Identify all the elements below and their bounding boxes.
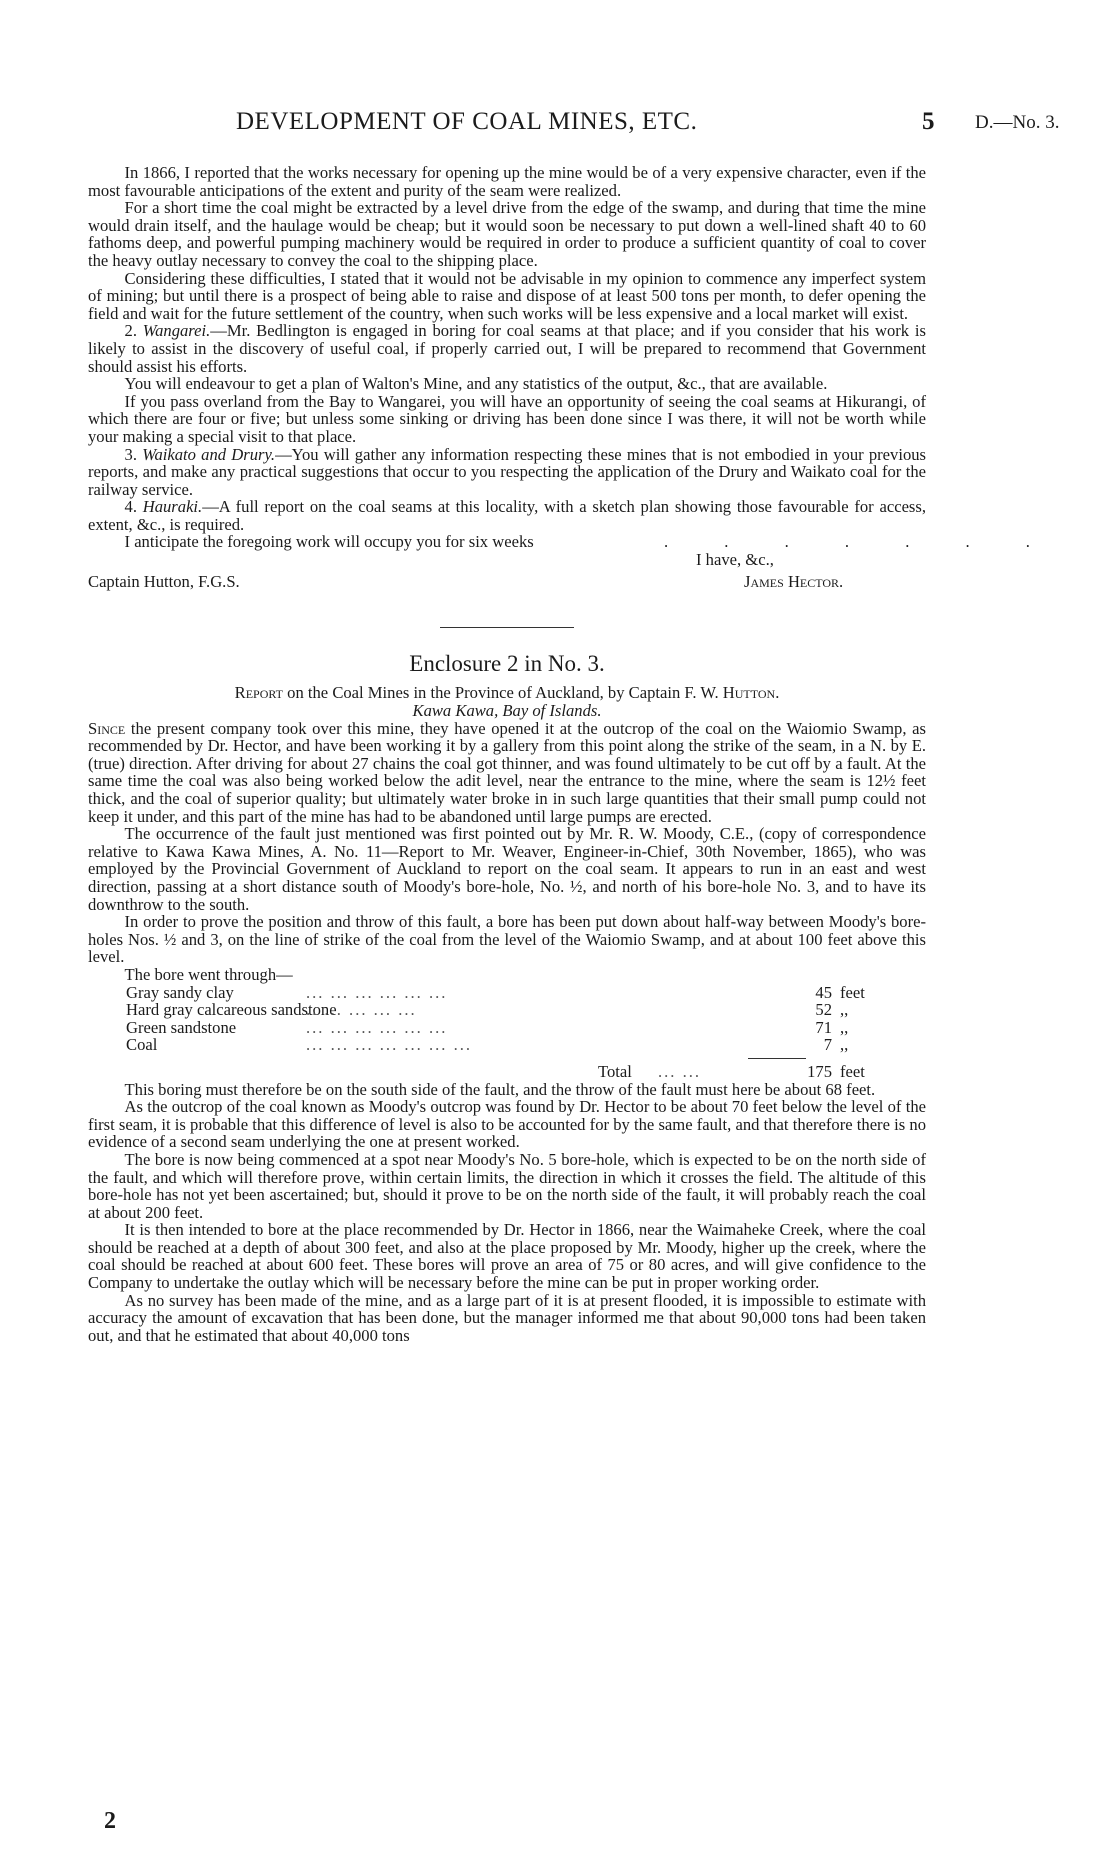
strata-row	[126, 1019, 886, 1037]
item-number: 2.	[124, 321, 137, 341]
letter-signature-block	[88, 532, 1056, 609]
enclosure-opening-paragraph	[88, 720, 926, 826]
leader-dots: ... ... ... ... ... ... ...	[306, 1035, 473, 1055]
report-word: Report	[234, 683, 283, 703]
leader-dots: ... ... ... ... ... ...	[306, 1017, 448, 1037]
salutation: I have, &c.,	[696, 550, 774, 570]
enclosure-paragraph-fault: The occurrence of the fault just mentioned was first pointed out by Mr. R. W. Moody, C.E., (copy of correspondence relative to Kawa Kawa Mines, A. No. 11—Report to Mr. Weaver, Engineer-in-Chief, 30th November, 1865), who was employed by the Provincial Government of Auckland to report on the coal seam. It appears to run in an east and west direction, passing at a short distance south of Moody's bore-hole, No. ½, and north of his bore-hole No. 3, and to have its downthrow to the south.	[88, 824, 926, 914]
strata-value: 45	[815, 982, 832, 1002]
report-title	[88, 684, 926, 702]
strata-value: 71	[815, 1017, 832, 1037]
signer-name: James Hector.	[744, 572, 844, 592]
closing-dots: . . . . . . .	[664, 532, 1056, 552]
enclosure-paragraph-bore: In order to prove the position and throw of this fault, a bore has been put down about half-way between Moody's bore-holes Nos. ½ and 3, on the line of strike of the coal from the level of the Waiomio Swamp, and at about 100 feet above this level.	[88, 912, 926, 967]
item-label: Waikato and Drury.	[142, 444, 276, 464]
enclosure-paragraph-survey: As no survey has been made of the mine, and as a large part of it is at present flooded, it is impossible to estimate with accuracy the amount of excavation that has been done, but the manager informed me that about 90,000 tons had been taken out, and that he estimated that about 40,000 tons	[88, 1290, 926, 1345]
strata-unit: ,,	[840, 1000, 849, 1020]
strata-row	[126, 984, 886, 1002]
enclosure-section	[88, 650, 926, 1344]
leader-dots: .. ... ... ... ...	[306, 1000, 417, 1020]
total-value: 175	[807, 1061, 832, 1081]
item-label: Wangarei.	[142, 321, 211, 341]
total-rule	[748, 1058, 806, 1059]
letter-paragraph-hikurangi: If you pass overland from the Bay to Wangarei, you will have an opportunity of seeing the coal seams at Hikurangi, of which there are four or five; but unless some sinking or driving has been done since I was there, it will not be worth while your making a special visit to that place.	[88, 391, 926, 446]
strata-value: 7	[823, 1035, 832, 1055]
leader-dots: ... ... ... ... ... ...	[306, 982, 448, 1002]
item-text: —You will gather any information respecting these mines that is not embodied in your previous reports, and make any practical suggestions that occur to you respecting the application of the Drury and Waikato coal for the railway service.	[88, 444, 926, 499]
enclosure-paragraph-waimaheke: It is then intended to bore at the place recommended by Dr. Hector in 1866, near the Waimaheke Creek, where the coal should be reached at a depth of about 300 feet, and also at the place proposed by Mr. Moody, higher up the creek, where the coal should be reached at about 600 feet. These bores will prove an area of 75 or 80 acres, and will give confidence to the Company to undertake the outlay which will be necessary before the mine can be put in proper working order.	[88, 1220, 926, 1293]
strata-name: Green sandstone	[126, 1017, 237, 1037]
page-title: DEVELOPMENT OF COAL MINES, ETC.	[236, 108, 698, 135]
section-divider	[440, 627, 574, 628]
enclosure-heading: Enclosure 2 in No. 3.	[409, 651, 605, 677]
opening-word: Since	[88, 718, 126, 738]
letter-section	[88, 163, 1056, 609]
letter-paragraph-2: For a short time the coal might be extracted by a level drive from the edge of the swamp, and during that time the mine would drain itself, and the haulage would be cheap; but it would soon be necessary to put down a well-lined shaft 40 to 60 fathoms deep, and powerful pumping machinery would be required in order to produce a sufficient quantity of coal to cover the heavy outlay necessary to convey the coal to the shipping place.	[88, 198, 926, 270]
item-text: —A full report on the coal seams at this locality, with a sketch plan showing those favourable for access, extent, &c., is required.	[88, 497, 926, 534]
strata-row	[126, 1036, 886, 1054]
enclosure-paragraph-north-side: The bore is now being commenced at a spot near Moody's No. 5 bore-hole, which is expected to be on the north side of the fault, and which will therefore prove, within certain limits, the direction in which it crosses the field. The altitude of this bore-hole has not yet been ascertained; but, should it prove to be on the north side of the fault, it will probably reach the coal at about 200 feet.	[88, 1149, 926, 1222]
report-place: Kawa Kawa, Bay of Islands.	[412, 701, 602, 721]
item-label: Hauraki.	[142, 497, 203, 517]
total-unit: feet	[840, 1061, 865, 1081]
page-body	[88, 163, 1056, 1345]
letter-paragraph-3: Considering these difficulties, I stated that it would not be advisable in my opinion to commence any imperfect system of mining; but until there is a prospect of being able to raise and dispose of at least 500 tons per month, to defer opening the field and wait for the future settlement of the country, when such works will be less expensive and a local market will exist.	[88, 268, 926, 323]
strata-value: 52	[815, 1000, 832, 1020]
addressee: Captain Hutton, F.G.S.	[88, 572, 240, 592]
letter-item-2	[88, 322, 926, 375]
page-number: 5	[922, 108, 935, 135]
strata-total-row	[126, 1063, 926, 1081]
strata-name: Hard gray calcareous sandstone	[126, 1000, 337, 1020]
letter-item-4	[88, 498, 926, 533]
signature-number: 2	[104, 1808, 116, 1834]
document-reference: D.—No. 3.	[975, 112, 1060, 133]
bore-strata-table	[126, 984, 886, 1054]
letter-paragraph-walton: You will endeavour to get a plan of Walton's Mine, and any statistics of the output, &c., that are available.	[124, 374, 828, 394]
page-header	[0, 108, 1114, 142]
enclosure-paragraph-went-through: The bore went through—	[124, 964, 293, 984]
total-label: Total	[598, 1061, 632, 1081]
letter-item-3	[88, 446, 926, 499]
item-number: 3.	[124, 444, 137, 464]
letter-paragraph-1: In 1866, I reported that the works necessary for opening up the mine would be of a very expensive character, even if the most favourable anticipations of the extent and purity of the seam were realized.	[88, 163, 926, 200]
leader-dots: ... ...	[658, 1061, 702, 1081]
strata-unit: ,,	[840, 1017, 849, 1037]
strata-name: Coal	[126, 1035, 158, 1055]
strata-row	[126, 1001, 886, 1019]
enclosure-paragraph-outcrop: As the outcrop of the coal known as Moody's outcrop was found by Dr. Hector to be about 70 feet below the level of the first seam, it is probable that this difference of level is also to be accounted for by the same fault, and that therefore there is no evidence of a second seam underlying the one at present worked.	[88, 1097, 926, 1152]
report-author: Hutton.	[722, 683, 780, 703]
strata-name: Gray sandy clay	[126, 982, 234, 1002]
closing-line: I anticipate the foregoing work will occupy you for six weeks	[124, 532, 534, 552]
item-text: —Mr. Bedlington is engaged in boring for coal seams at that place; and if you consider that his work is likely to assist in the discovery of useful coal, if properly carried out, I will be prepared to recommend that Government should assist his efforts.	[88, 321, 926, 376]
strata-unit: feet	[840, 982, 865, 1002]
item-number: 4.	[124, 497, 137, 517]
opening-text: the present company took over this mine, they have opened it at the outcrop of the coal on the Waiomio Swamp, as recommended by Dr. Hector, and have been working it by a gallery from this point along the strike of the seam, in a N. by E. (true) direction. After driving for about 27 chains the coal got thinner, and was found ultimately to be cut off by a fault. At the same time the coal was also being worked below the adit level, near the entrance to the mine, where the seam is 12½ feet thick, and the coal of superior quality; but ultimately water broke in in such large quantities that their small pump could not keep it under, and this part of the mine has had to be abandoned until large pumps are erected.	[88, 718, 926, 826]
strata-unit: ,,	[840, 1035, 849, 1055]
report-title-text: on the Coal Mines in the Province of Auckland, by Captain F. W.	[287, 683, 719, 703]
enclosure-paragraph-south-side: This boring must therefore be on the south side of the fault, and the throw of the fault must here be about 68 feet.	[124, 1079, 876, 1099]
